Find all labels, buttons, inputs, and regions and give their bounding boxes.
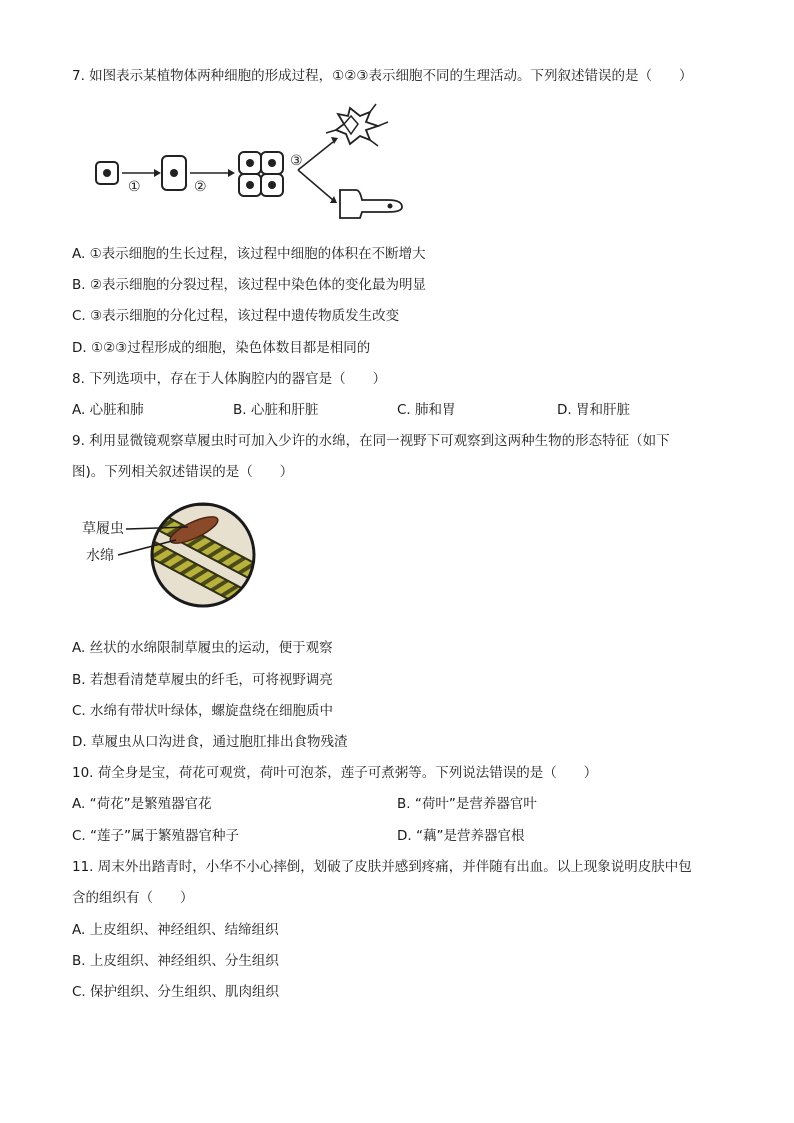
initial-cell bbox=[96, 162, 118, 184]
microscope-view-figure bbox=[76, 500, 266, 610]
q7-option-d: D. ①②③过程形成的细胞，染色体数目都是相同的 bbox=[72, 340, 371, 356]
q10-option-a: A. “荷花”是繁殖器官花 bbox=[72, 796, 212, 812]
differentiated-cell-b bbox=[340, 190, 402, 218]
q8-option-d: D. 胃和肝脏 bbox=[557, 402, 630, 418]
arrow-step-3-up bbox=[298, 142, 333, 170]
q11-stem-line2: 含的组织有（ ） bbox=[72, 890, 194, 906]
divided-cells bbox=[239, 152, 283, 196]
q9-option-a: A. 丝状的水绵限制草履虫的运动，便于观察 bbox=[72, 640, 333, 656]
label-paramecium: 草履虫 bbox=[82, 521, 124, 537]
q7-option-c: C. ③表示细胞的分化过程，该过程中遗传物质发生改变 bbox=[72, 308, 400, 324]
q8-option-c: C. 肺和胃 bbox=[397, 402, 456, 418]
q7-option-a: A. ①表示细胞的生长过程，该过程中细胞的体积在不断增大 bbox=[72, 246, 426, 262]
q10-option-b: B. “荷叶”是营养器官叶 bbox=[397, 796, 537, 812]
q7-option-b: B. ②表示细胞的分裂过程，该过程中染色体的变化最为明显 bbox=[72, 277, 426, 293]
label-step-1: ① bbox=[128, 179, 141, 195]
q10-option-c: C. “莲子”属于繁殖器官种子 bbox=[72, 828, 239, 844]
arrow-step-3-down bbox=[298, 170, 333, 200]
q7-stem: 7. 如图表示某植物体两种细胞的形成过程，①②③表示细胞不同的生理活动。下列叙述错误的是（ ） bbox=[72, 68, 693, 84]
q9-option-d: D. 草履虫从口沟进食，通过胞肛排出食物残渣 bbox=[72, 734, 348, 750]
q8-stem: 8. 下列选项中，存在于人体胸腔内的器官是（ ） bbox=[72, 371, 387, 387]
q11-stem-line1: 11. 周末外出踏青时，小华不小心摔倒，划破了皮肤并感到疼痛，并伴随有出血。以上现象说明皮肤中包 bbox=[72, 859, 692, 875]
q11-option-a: A. 上皮组织、神经组织、结缔组织 bbox=[72, 922, 279, 938]
q9-option-c: C. 水绵有带状叶绿体，螺旋盘绕在细胞质中 bbox=[72, 703, 334, 719]
grown-cell bbox=[162, 156, 186, 190]
q11-option-b: B. 上皮组织、神经组织、分生组织 bbox=[72, 953, 279, 969]
q9-option-b: B. 若想看清楚草履虫的纤毛，可将视野调亮 bbox=[72, 672, 333, 688]
q8-option-b: B. 心脏和肝脏 bbox=[233, 402, 319, 418]
q10-stem: 10. 荷全身是宝，荷花可观赏，荷叶可泡茶，莲子可煮粥等。下列说法错误的是（ ） bbox=[72, 765, 598, 781]
q8-option-a: A. 心脏和肺 bbox=[72, 402, 144, 418]
label-step-3: ③ bbox=[290, 153, 303, 169]
q9-stem-line2: 图)。下列相关叙述错误的是（ ） bbox=[72, 464, 294, 480]
q11-option-c: C. 保护组织、分生组织、肌肉组织 bbox=[72, 984, 280, 1000]
cell-formation-diagram bbox=[88, 100, 418, 230]
label-spirogyra: 水绵 bbox=[86, 548, 114, 564]
q9-stem-line1: 9. 利用显微镜观察草履虫时可加入少许的水绵，在同一视野下可观察到这两种生物的形态特征（如下 bbox=[72, 433, 670, 449]
label-step-2: ② bbox=[194, 179, 207, 195]
q10-option-d: D. “藕”是营养器官根 bbox=[397, 828, 525, 844]
